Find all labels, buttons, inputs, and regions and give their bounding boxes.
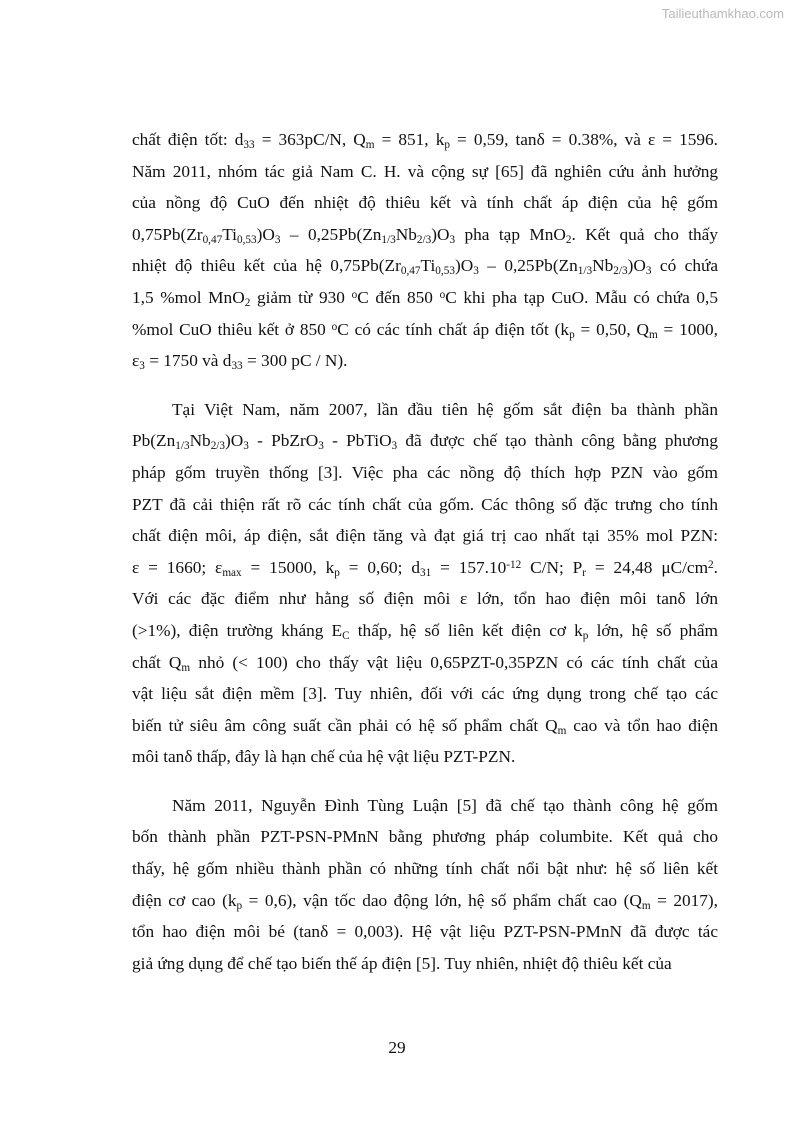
text-line: %mol CuO thiêu kết ở 850 $^o$C có các tính chất áp điện tốt ($k_p = 0,50$, $Q_m = 1000$, xyxy=(132,319,718,341)
text-line: chất điện tốt: $d_{33} = 363pC/N$, $Q_m = 851$, $k_p = 0,59$, tanδ = 0.38%, và ε = 1596. xyxy=(132,130,718,151)
text-line: biến tử siêu âm công suất cần phải có hệ số phẩm chất $Q_m$ cao và tổn hao điện xyxy=(132,715,719,737)
text-line: Tại Việt Nam, năm 2007, lần đầu tiên hệ gốm sắt điện ba thành phần xyxy=(172,399,718,419)
text-line: chất điện môi, áp điện, sắt điện tăng và đạt giá trị cao nhất tại 35% mol PZN: xyxy=(132,526,718,546)
text-line: Năm 2011, Nguyễn Đình Tùng Luận [5] đã chế tạo thành công hệ gốm xyxy=(172,795,718,815)
text-line: 1,5 %mol MnO$_2$ giảm từ 930 $^o$C đến 850 $^o$C khi pha tạp CuO. Mẫu có chứa 0,5 xyxy=(132,287,718,309)
paragraph xyxy=(132,124,718,377)
text-line: ε = 1660; $\varepsilon_{max} = 15000$, $k_p = 0,60$; $d_{31} = 157.10^{-12}$ C/N; $P_r = 24,48$ $\mu C/cm^2$. xyxy=(132,557,718,579)
text-line: Với các đặc điểm như hằng số điện môi ε lớn, tổn hao điện môi tanδ lớn xyxy=(132,589,718,609)
document-body xyxy=(132,124,718,996)
text-line: của nồng độ CuO đến nhiệt độ thiêu kết và tính chất áp điện của hệ gốm xyxy=(132,193,718,213)
text-line: chất $Q_m$ nhỏ (< 100) cho thấy vật liệu 0,65PZT-0,35PZN có các tính chất của xyxy=(132,652,718,674)
text-line: (>1%), điện trường kháng $E_C$ thấp, hệ số liên kết điện cơ $k_p$ lớn, hệ số phẩm xyxy=(132,620,718,642)
page-number: 29 xyxy=(388,1038,406,1057)
text-line: tổn hao điện môi bé (tanδ = 0,003). Hệ vật liệu PZT-PSN-PMnN đã được tác xyxy=(132,922,718,942)
text-line: nhiệt độ thiêu kết của hệ $0,75Pb(Zr_{0,47}Ti_{0,53})O_3 - 0,25Pb(Zn_{1/3}Nb_{2/3})O_3$ có chứa xyxy=(132,256,718,278)
text-line: giả ứng dụng để chế tạo biến thế áp điện [5]. Tuy nhiên, nhiệt độ thiêu kết của xyxy=(132,953,672,973)
paragraph xyxy=(132,394,718,773)
text-line: $0,75Pb(Zr_{0,47}Ti_{0,53})O_3 - 0,25Pb(Zn_{1/3}Nb_{2/3})O_3$ pha tạp MnO$_2$. Kết quả cho thấy xyxy=(132,224,718,246)
text-line: bốn thành phần PZT-PSN-PMnN bằng phương pháp columbite. Kết quả cho xyxy=(132,827,718,847)
text-line: $Pb(Zn_{1/3}Nb_{2/3})O_3$ - PbZrO$_3$ - PbTiO$_3$ đã được chế tạo thành công bằng phương xyxy=(132,431,718,453)
text-line: thấy, hệ gốm nhiều thành phần có những tính chất nổi bật như: hệ số liên kết xyxy=(132,859,718,879)
text-line: Năm 2011, nhóm tác giả Nam C. H. và cộng sự [65] đã nghiên cứu ảnh hưởng xyxy=(132,161,718,181)
paragraph xyxy=(132,790,718,980)
watermark-text: Tailieuthamkhao.com xyxy=(661,6,784,21)
text-line: môi tanδ thấp, đây là hạn chế của hệ vật liệu PZT-PZN. xyxy=(132,747,516,767)
text-line: vật liệu sắt điện mềm [3]. Tuy nhiên, đối với các ứng dụng trong chế tạo các xyxy=(132,684,718,704)
text-line: điện cơ cao $(k_p = 0,6)$, vận tốc dao động lớn, hệ số phẩm chất cao $(Q_m = 2017)$, xyxy=(132,890,718,912)
text-line: PZT đã cải thiện rất rõ các tính chất của gốm. Các thông số đặc trưng cho tính xyxy=(132,494,718,514)
text-line: pháp gốm truyền thống [3]. Việc pha các nồng độ thích hợp PZN vào gốm xyxy=(132,462,718,482)
text-line: $\varepsilon_3 = 1750$ và $d_{33} = 300$ pC / N). xyxy=(132,351,348,372)
